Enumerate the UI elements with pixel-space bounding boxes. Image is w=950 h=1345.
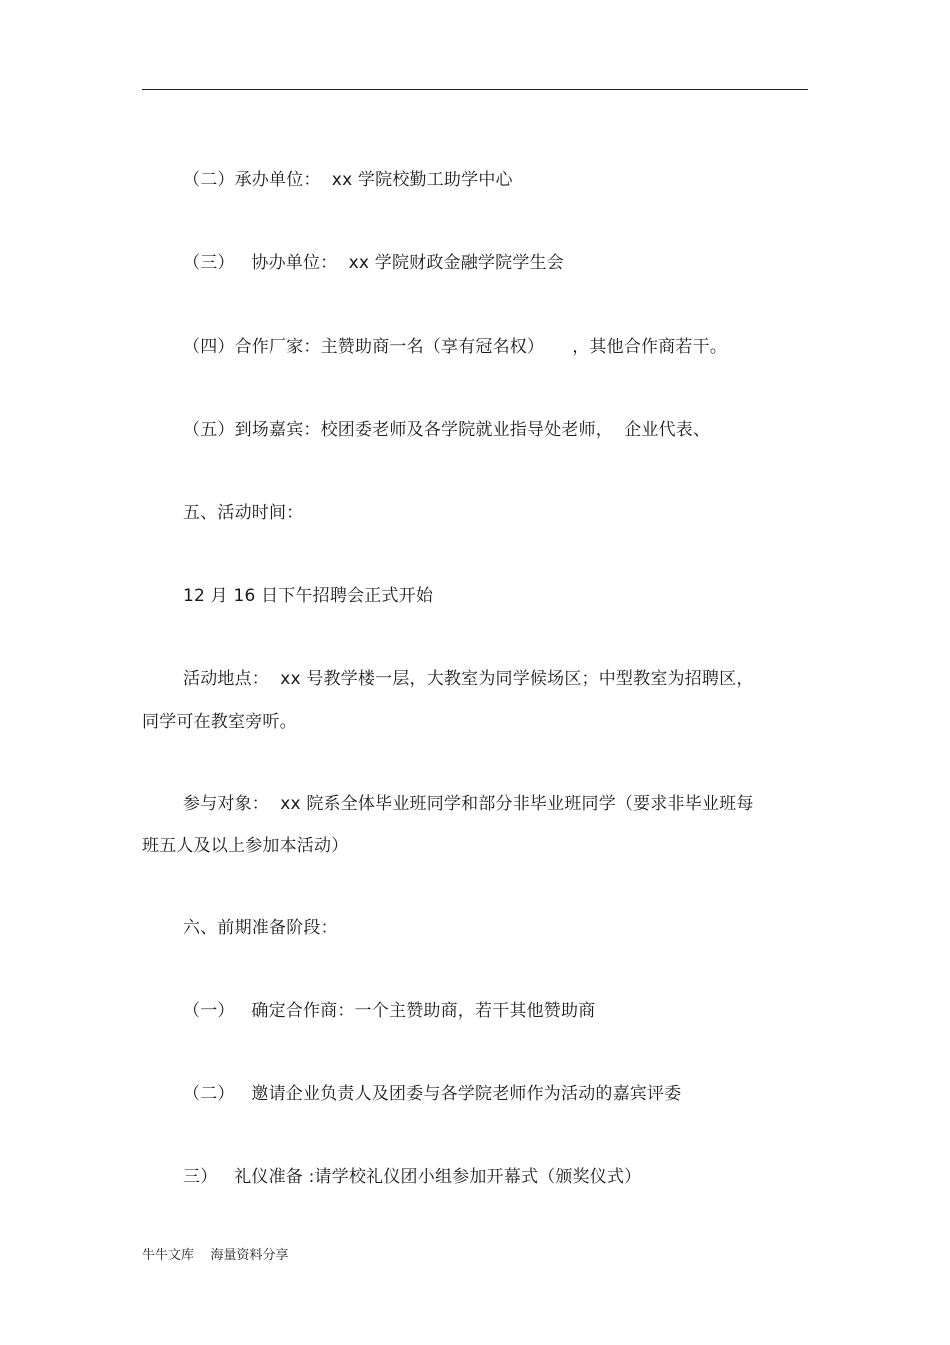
item-guests: （五）到场嘉宾：校团委老师及各学院就业指导处老师， 企业代表、	[183, 420, 711, 440]
section-heading-prep: 六、前期准备阶段：	[183, 918, 338, 938]
participants-text-cont: 班五人及以上参加本活动）	[142, 836, 349, 856]
participants-text: 参与对象： xx 院系全体毕业班同学和部分非毕业班同学（要求非毕业班每	[183, 794, 754, 814]
section-heading-time: 五、活动时间：	[183, 503, 304, 523]
activity-time-text: 12 月 16 日下午招聘会正式开始	[183, 586, 434, 606]
prep-item-3: 三） 礼仪准备 :请学校礼仪团小组参加开幕式（颁奖仪式）	[183, 1167, 642, 1187]
activity-location-text: 活动地点： xx 号教学楼一层，大教室为同学候场区；中型教室为招聘区，	[183, 669, 754, 689]
prep-item-2: （二） 邀请企业负责人及团委与各学院老师作为活动的嘉宾评委	[183, 1084, 682, 1104]
item-organizer: （二）承办单位： xx 学院校勤工助学中心	[183, 170, 513, 190]
item-partners: （四）合作厂家：主赞助商一名（享有冠名权） ，其他合作商若干。	[183, 337, 728, 357]
item-co-organizer: （三） 协办单位： xx 学院财政金融学院学生会	[183, 253, 564, 273]
prep-item-1: （一） 确定合作商：一个主赞助商，若干其他赞助商	[183, 1001, 596, 1021]
header-rule	[142, 89, 808, 90]
activity-location-text-cont: 同学可在教室旁听。	[142, 712, 297, 732]
page-footer: 牛牛文库 海量资料分享	[142, 1248, 289, 1263]
